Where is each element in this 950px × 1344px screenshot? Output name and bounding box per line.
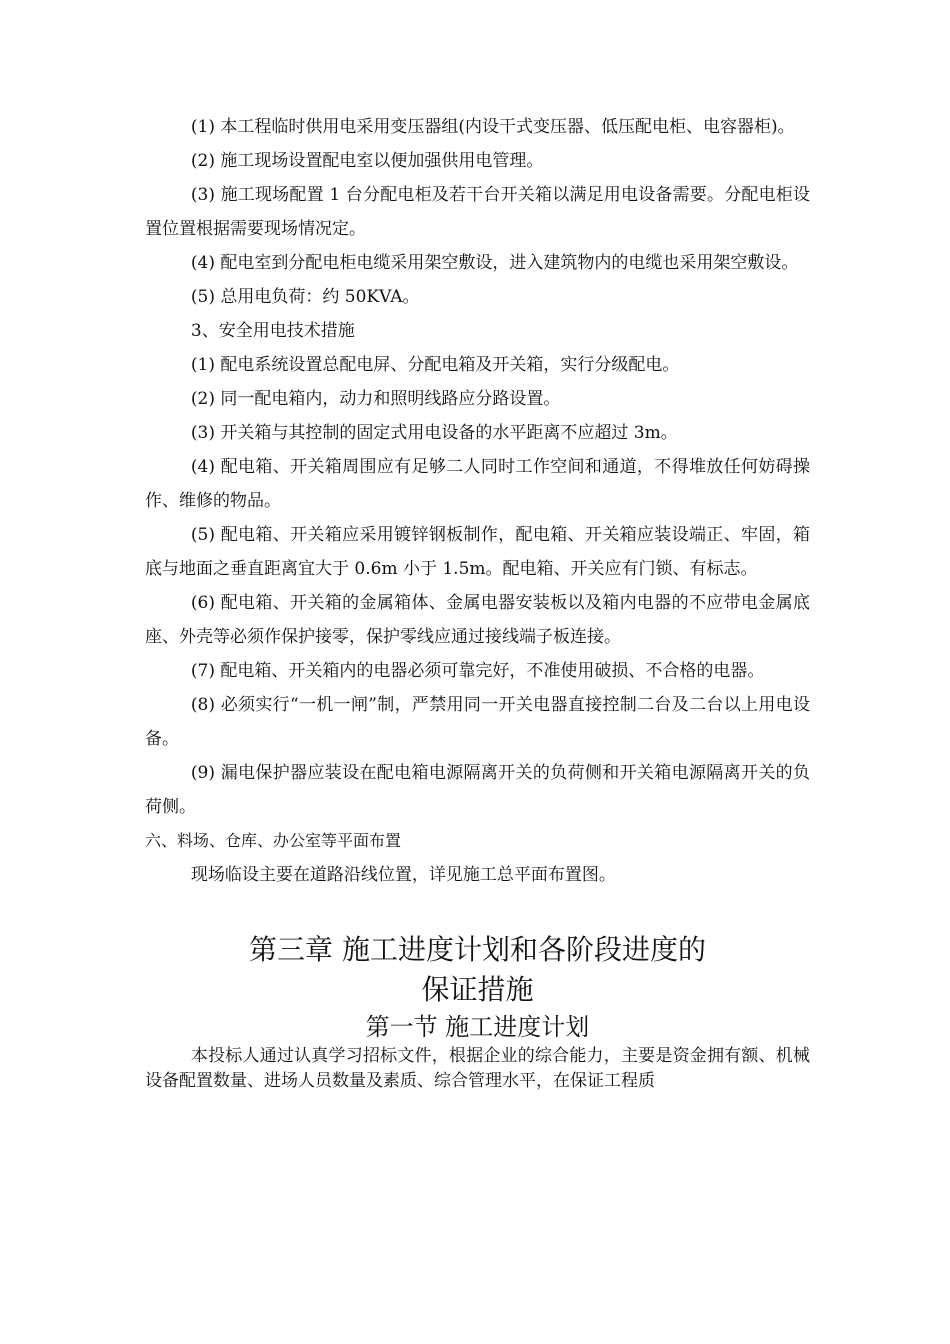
subheading-safety-measures: 3、安全用电技术措施: [190, 321, 355, 341]
paragraph-safety-8: (8) 必须实行“一机一闸”制，严禁用同一开关电器直接控制二台及二台以上用电设备。: [145, 695, 810, 749]
chapter-intro-paragraph: 本投标人通过认真学习招标文件，根据企业的综合能力，主要是资金拥有额、机械设备配置数量、进场人员数量及素质、综合管理水平，在保证工程质: [145, 1046, 810, 1091]
section-six-body: 现场临设主要在道路沿线位置，详见施工总平面布置图。: [190, 865, 616, 885]
document-page: [145, 110, 810, 1094]
paragraph-power-5: (5) 总用电负荷：约 50KVA。: [190, 287, 420, 307]
paragraph-power-2: (2) 施工现场设置配电室以便加强供用电管理。: [190, 151, 544, 171]
paragraph-safety-7: (7) 配电箱、开关箱内的电器必须可靠完好，不准使用破损、不合格的电器。: [190, 661, 765, 681]
paragraph-power-3: (3) 施工现场配置 1 台分配电柜及若干台开关箱以满足用电设备需要。分配电柜设置位置根据需要现场情况定。: [145, 185, 810, 239]
paragraph-safety-5: (5) 配电箱、开关箱应采用镀锌钢板制作，配电箱、开关箱应装设端正、牢固，箱底与地面之垂直距离宜大于 0.6m 小于 1.5m。配电箱、开关应有门锁、有标志。: [145, 525, 810, 579]
chapter-title-line-2: 保证措施: [421, 973, 534, 1006]
chapter-title-line-1: 第三章 施工进度计划和各阶段进度的: [249, 933, 706, 966]
section-title: 第一节 施工进度计划: [365, 1013, 590, 1041]
section-six-heading: 六、料场、仓库、办公室等平面布置: [145, 831, 402, 850]
paragraph-safety-3: (3) 开关箱与其控制的固定式用电设备的水平距离不应超过 3m。: [190, 423, 678, 443]
paragraph-safety-1: (1) 配电系统设置总配电屏、分配电箱及开关箱，实行分级配电。: [190, 355, 680, 375]
paragraph-power-1: (1) 本工程临时供用电采用变压器组(内设干式变压器、低压配电柜、电容器柜)。: [190, 117, 795, 137]
paragraph-safety-2: (2) 同一配电箱内，动力和照明线路应分路设置。: [190, 389, 561, 409]
paragraph-safety-6: (6) 配电箱、开关箱的金属箱体、金属电器安装板以及箱内电器的不应带电金属底座、外壳等必须作保护接零，保护零线应通过接线端子板连接。: [145, 593, 810, 647]
paragraph-safety-9: (9) 漏电保护器应装设在配电箱电源隔离开关的负荷侧和开关箱电源隔离开关的负荷侧。: [145, 763, 810, 817]
chapter-three: [145, 930, 810, 1094]
paragraph-safety-4: (4) 配电箱、开关箱周围应有足够二人同时工作空间和通道，不得堆放任何妨碍操作、维修的物品。: [145, 457, 810, 511]
paragraph-power-4: (4) 配电室到分配电柜电缆采用架空敷设，进入建筑物内的电缆也采用架空敷设。: [190, 253, 799, 273]
